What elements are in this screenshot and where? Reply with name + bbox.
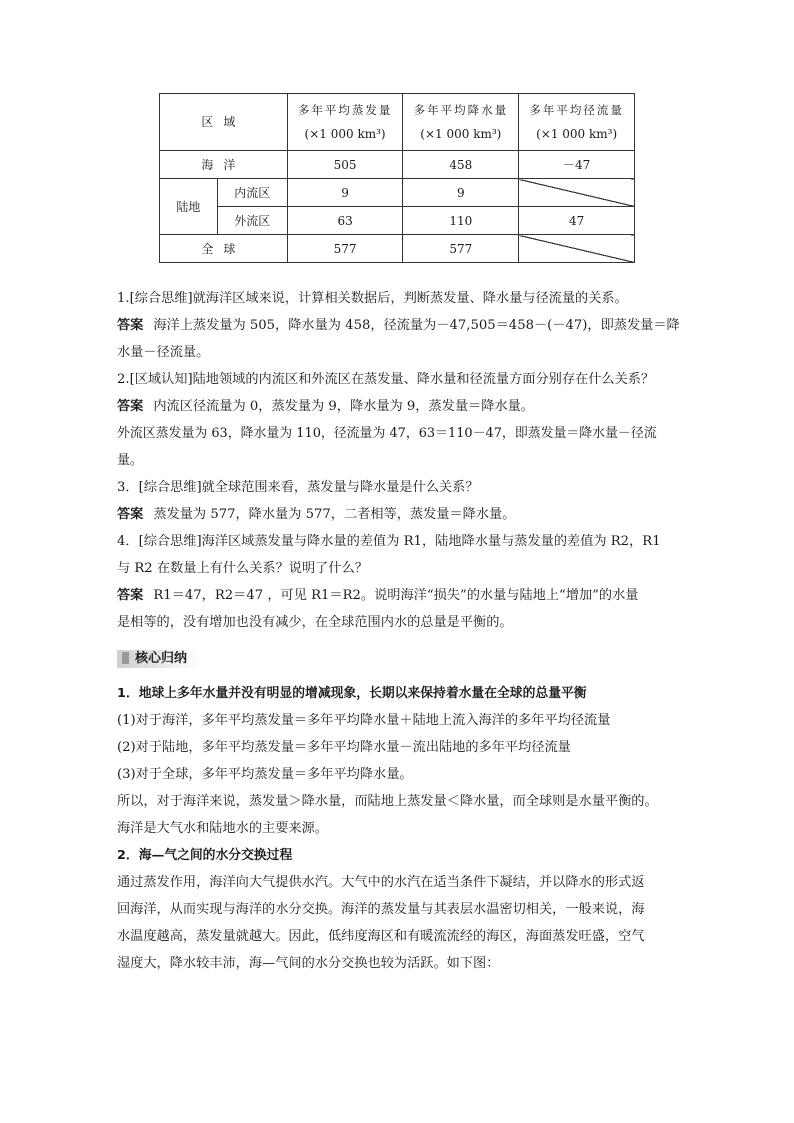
point-1-summary-cont: 海洋是大气水和陆地水的主要来源。 — [117, 821, 328, 836]
pencil-icon — [119, 651, 131, 665]
section-header — [117, 644, 682, 672]
cell-global-precip: 577 — [403, 235, 519, 263]
row-label-inland: 内流区 — [217, 179, 287, 207]
answer-label: 答案 — [117, 588, 144, 603]
point-2-heading: 2．海—气之间的水分交换过程 — [117, 848, 293, 863]
header-evaporation: 多年平均蒸发量 (×1 000 km³) — [287, 94, 403, 151]
question-2: 2.[区域认知]陆地领域的内流区和外流区在蒸发量、降水量和径流量方面分别存在什么关系？ — [117, 372, 655, 387]
answer-3: 答案 蒸发量为 577，降水量为 577，二者相等，蒸发量＝降水量。 — [117, 507, 516, 522]
answer-2: 答案 内流区径流量为 0，蒸发量为 9，降水量为 9，蒸发量＝降水量。 — [117, 399, 534, 414]
point-1-item: (1)对于海洋，多年平均蒸发量＝多年平均降水量＋陆地上流入海洋的多年平均径流量 — [117, 713, 611, 728]
cell-inland-runoff-empty — [519, 179, 635, 207]
point-2-body: 回海洋，从而实现与海洋的水分交换。海洋的蒸发量与其表层水温密切相关，一般来说，海 — [117, 902, 645, 917]
header-region: 区域 — [160, 94, 288, 151]
row-label-global: 全球 — [160, 235, 288, 263]
answer-1: 答案 海洋上蒸发量为 505，降水量为 458，径流量为－47,505＝458－(－47)，即蒸发量＝降 — [117, 318, 680, 333]
cell-inland-evap: 9 — [287, 179, 403, 207]
cell-outflow-runoff: 47 — [519, 207, 635, 235]
point-2-body: 通过蒸发作用，海洋向大气提供水汽。大气中的水汽在适当条件下凝结，并以降水的形式返 — [117, 875, 645, 890]
answer-label: 答案 — [117, 399, 144, 414]
row-label-land: 陆地 — [160, 179, 218, 235]
answer-label: 答案 — [117, 507, 144, 522]
point-2-body: 水温度越高，蒸发量就越大。因此，低纬度海区和有暖流流经的海区，海面蒸发旺盛，空气 — [117, 929, 645, 944]
cell-inland-precip: 9 — [403, 179, 519, 207]
cell-ocean-evap: 505 — [287, 151, 403, 179]
cell-global-evap: 577 — [287, 235, 403, 263]
cell-ocean-precip: 458 — [403, 151, 519, 179]
question-4-cont: 与 R2 在数量上有什么关系？说明了什么？ — [117, 561, 368, 576]
question-4: 4．[综合思维]海洋区域蒸发量与降水量的差值为 R1，陆地降水量与蒸发量的差值为 R2，R1 — [117, 534, 661, 549]
point-1-item: (3)对于全球，多年平均蒸发量＝多年平均降水量。 — [117, 767, 413, 782]
answer-4: 答案 R1＝47，R2＝47 ，可见 R1＝R2。说明海洋“损失”的水量与陆地上“增加”的水量 — [117, 588, 639, 603]
body-text — [117, 285, 682, 977]
cell-ocean-runoff: －47 — [519, 151, 635, 179]
cell-outflow-precip: 110 — [403, 207, 519, 235]
point-2-body: 湿度大，降水较丰沛，海—气间的水分交换也较为活跃。如下图： — [117, 956, 500, 971]
answer-label: 答案 — [117, 318, 144, 333]
water-balance-table — [159, 93, 635, 263]
cell-outflow-evap: 63 — [287, 207, 403, 235]
header-runoff: 多年平均径流量 (×1 000 km³) — [519, 94, 635, 151]
point-1-heading: 1．地球上多年水量并没有明显的增减现象，长期以来保持着水量在全球的总量平衡 — [117, 686, 587, 701]
answer-1-cont: 水量－径流量。 — [117, 345, 210, 360]
answer-4-cont: 是相等的，没有增加也没有减少，在全球范围内水的总量是平衡的。 — [117, 615, 513, 630]
header-precipitation: 多年平均降水量 (×1 000 km³) — [403, 94, 519, 151]
question-3: 3．[综合思维]就全球范围来看，蒸发量与降水量是什么关系？ — [117, 480, 479, 495]
point-1-item: (2)对于陆地，多年平均蒸发量＝多年平均降水量－流出陆地的多年平均径流量 — [117, 740, 571, 755]
row-label-ocean: 海洋 — [160, 151, 288, 179]
answer-2-cont: 外流区蒸发量为 63，降水量为 110，径流量为 47，63＝110－47，即蒸发量＝降水量－径流量。 — [117, 426, 657, 468]
cell-global-runoff-empty — [519, 235, 635, 263]
point-1-summary: 所以，对于海洋来说，蒸发量＞降水量，而陆地上蒸发量＜降水量，而全球则是水量平衡的。 — [117, 794, 658, 809]
section-title: 核心归纳 — [135, 651, 188, 666]
question-1: 1.[综合思维]就海洋区域来说，计算相关数据后，判断蒸发量、降水量与径流量的关系。 — [117, 291, 628, 306]
row-label-outflow: 外流区 — [217, 207, 287, 235]
